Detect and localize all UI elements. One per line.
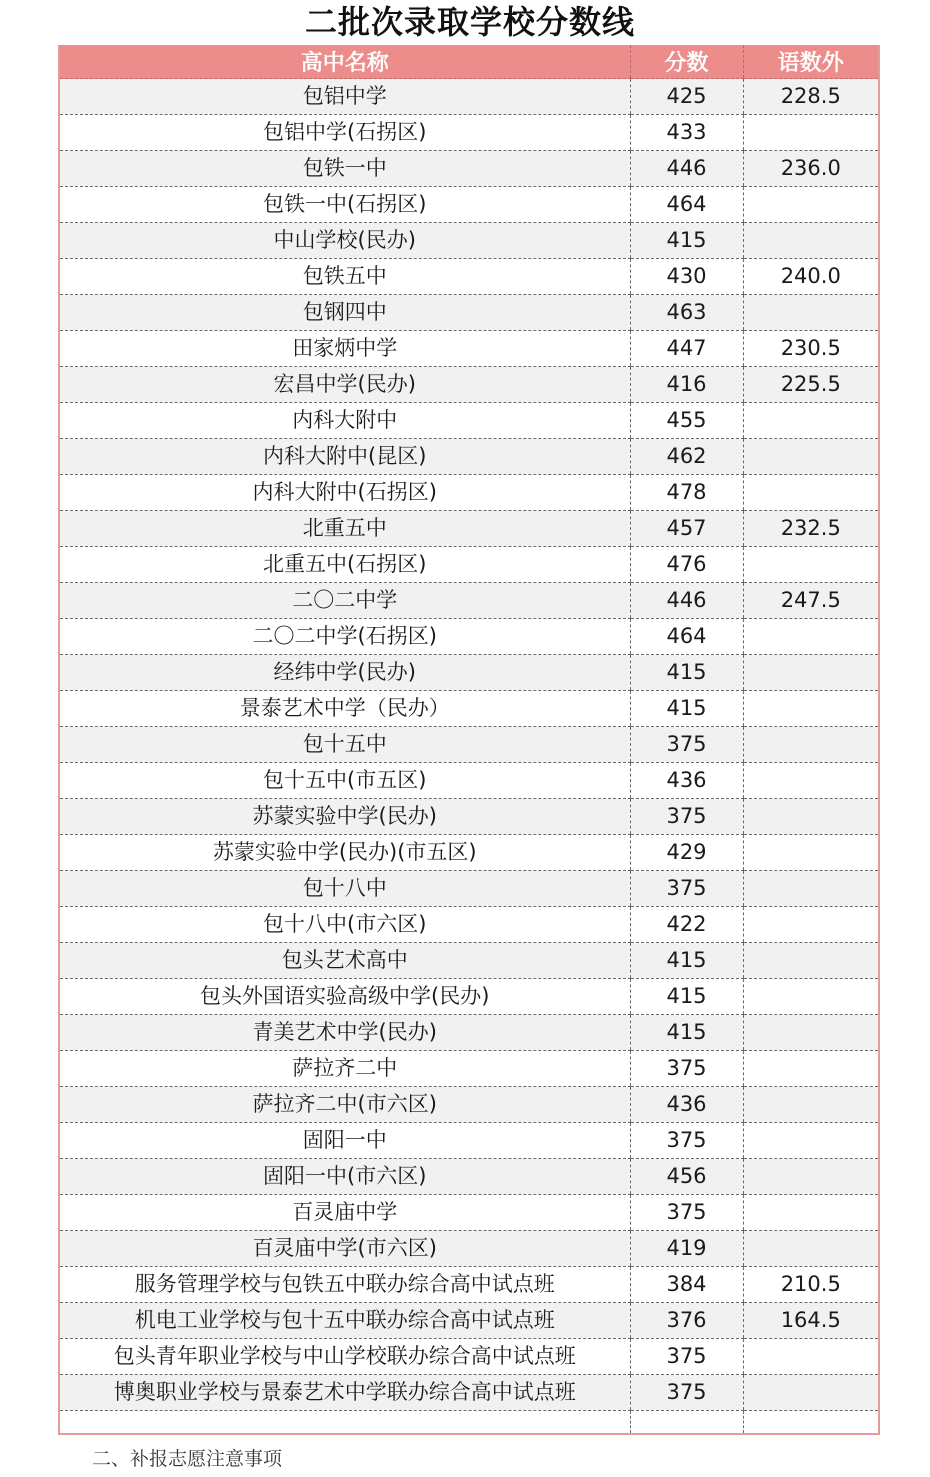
score-cell: 446 [630, 583, 743, 619]
score-cell: 375 [630, 1051, 743, 1087]
score-cell: 375 [630, 1195, 743, 1231]
chn-math-eng-cell [743, 1123, 878, 1159]
score-cell: 415 [630, 691, 743, 727]
table-row [60, 187, 878, 223]
table-row [60, 1015, 878, 1051]
school-name-cell: 包十五中(市五区) [60, 763, 630, 799]
table-row [60, 511, 878, 547]
school-name-cell: 包十八中 [60, 871, 630, 907]
table-row [60, 115, 878, 151]
chn-math-eng-cell [743, 1087, 878, 1123]
table-row [60, 1303, 878, 1339]
table-row [60, 907, 878, 943]
score-cell: 433 [630, 115, 743, 151]
table-row [60, 403, 878, 439]
table-row [60, 835, 878, 871]
chn-math-eng-cell [743, 1051, 878, 1087]
chn-math-eng-cell: 240.0 [743, 259, 878, 295]
school-name-cell: 百灵庙中学(市六区) [60, 1231, 630, 1267]
chn-math-eng-cell [743, 223, 878, 259]
table-row [60, 1231, 878, 1267]
chn-math-eng-cell [743, 907, 878, 943]
score-cell: 375 [630, 871, 743, 907]
chn-math-eng-cell [743, 691, 878, 727]
table-row [60, 1267, 878, 1303]
chn-math-eng-cell [743, 403, 878, 439]
chn-math-eng-cell [743, 1195, 878, 1231]
page-title: 二批次录取学校分数线 [304, 3, 635, 41]
school-name-cell: 内科大附中 [60, 403, 630, 439]
chn-math-eng-cell [743, 1375, 878, 1411]
table-row [60, 1087, 878, 1123]
table-row [60, 619, 878, 655]
chn-math-eng-cell [743, 727, 878, 763]
school-name-cell: 包十八中(市六区) [60, 907, 630, 943]
table-row [60, 547, 878, 583]
table-header [60, 45, 878, 79]
school-name-cell: 包十五中 [60, 727, 630, 763]
empty-cell [630, 1411, 743, 1435]
score-cell: 375 [630, 1123, 743, 1159]
score-cell: 415 [630, 1015, 743, 1051]
school-name-cell: 北重五中(石拐区) [60, 547, 630, 583]
chn-math-eng-cell [743, 619, 878, 655]
table-row [60, 367, 878, 403]
score-cell: 436 [630, 763, 743, 799]
table-body [60, 79, 878, 1435]
school-name-cell: 固阳一中 [60, 1123, 630, 1159]
table-row [60, 475, 878, 511]
score-cell: 375 [630, 1339, 743, 1375]
table-row [60, 331, 878, 367]
chn-math-eng-cell [743, 655, 878, 691]
chn-math-eng-cell [743, 1231, 878, 1267]
score-cell: 457 [630, 511, 743, 547]
school-name-cell: 包铝中学 [60, 79, 630, 115]
chn-math-eng-cell: 210.5 [743, 1267, 878, 1303]
chn-math-eng-cell [743, 547, 878, 583]
chn-math-eng-cell: 232.5 [743, 511, 878, 547]
school-name-cell: 服务管理学校与包铁五中联办综合高中试点班 [60, 1267, 630, 1303]
table-row [60, 1195, 878, 1231]
table-row [60, 223, 878, 259]
score-cell: 425 [630, 79, 743, 115]
school-name-cell: 包钢四中 [60, 295, 630, 331]
school-name-cell: 博奥职业学校与景泰艺术中学联办综合高中试点班 [60, 1375, 630, 1411]
table-row [60, 943, 878, 979]
chn-math-eng-cell: 164.5 [743, 1303, 878, 1339]
chn-math-eng-cell [743, 799, 878, 835]
score-cell: 415 [630, 223, 743, 259]
table-row [60, 727, 878, 763]
score-cell: 464 [630, 187, 743, 223]
school-name-cell: 固阳一中(市六区) [60, 1159, 630, 1195]
table-row [60, 583, 878, 619]
school-name-cell: 二〇二中学(石拐区) [60, 619, 630, 655]
score-cell: 436 [630, 1087, 743, 1123]
chn-math-eng-cell [743, 871, 878, 907]
empty-cell [743, 1411, 878, 1435]
school-name-cell: 经纬中学(民办) [60, 655, 630, 691]
table-row [60, 151, 878, 187]
table-row [60, 295, 878, 331]
section-note: 二、补报志愿注意事项 [92, 1448, 283, 1470]
score-cell: 463 [630, 295, 743, 331]
header-chn-math-eng: 语数外 [743, 45, 878, 79]
score-cell: 375 [630, 1375, 743, 1411]
empty-cell [60, 1411, 630, 1435]
school-name-cell: 二〇二中学 [60, 583, 630, 619]
chn-math-eng-cell: 230.5 [743, 331, 878, 367]
chn-math-eng-cell: 225.5 [743, 367, 878, 403]
score-cell: 429 [630, 835, 743, 871]
chn-math-eng-cell [743, 295, 878, 331]
chn-math-eng-cell [743, 979, 878, 1015]
table-row [60, 763, 878, 799]
school-name-cell: 田家炳中学 [60, 331, 630, 367]
school-name-cell: 包头青年职业学校与中山学校联办综合高中试点班 [60, 1339, 630, 1375]
score-cell: 464 [630, 619, 743, 655]
school-name-cell: 萨拉齐二中(市六区) [60, 1087, 630, 1123]
school-name-cell: 宏昌中学(民办) [60, 367, 630, 403]
score-cell: 462 [630, 439, 743, 475]
score-cell: 447 [630, 331, 743, 367]
school-name-cell: 包头外国语实验高级中学(民办) [60, 979, 630, 1015]
score-cell: 422 [630, 907, 743, 943]
table-row [60, 691, 878, 727]
score-cell: 455 [630, 403, 743, 439]
chn-math-eng-cell [743, 763, 878, 799]
table-row [60, 871, 878, 907]
chn-math-eng-cell: 228.5 [743, 79, 878, 115]
school-name-cell: 中山学校(民办) [60, 223, 630, 259]
score-cell: 415 [630, 943, 743, 979]
score-cell: 430 [630, 259, 743, 295]
school-name-cell: 北重五中 [60, 511, 630, 547]
school-name-cell: 内科大附中(石拐区) [60, 475, 630, 511]
school-name-cell: 萨拉齐二中 [60, 1051, 630, 1087]
chn-math-eng-cell: 247.5 [743, 583, 878, 619]
chn-math-eng-cell: 236.0 [743, 151, 878, 187]
school-name-cell: 苏蒙实验中学(民办)(市五区) [60, 835, 630, 871]
school-name-cell: 包铁一中(石拐区) [60, 187, 630, 223]
school-name-cell: 包铁一中 [60, 151, 630, 187]
table-row [60, 1051, 878, 1087]
school-name-cell: 内科大附中(昆区) [60, 439, 630, 475]
chn-math-eng-cell [743, 115, 878, 151]
chn-math-eng-cell [743, 187, 878, 223]
school-name-cell: 苏蒙实验中学(民办) [60, 799, 630, 835]
score-cell: 384 [630, 1267, 743, 1303]
school-name-cell: 包铁五中 [60, 259, 630, 295]
table-row [60, 1159, 878, 1195]
table-row [60, 439, 878, 475]
table-row [60, 799, 878, 835]
table-row [60, 259, 878, 295]
table-row-empty [60, 1411, 878, 1435]
score-cell: 419 [630, 1231, 743, 1267]
school-name-cell: 包铝中学(石拐区) [60, 115, 630, 151]
score-cell: 416 [630, 367, 743, 403]
chn-math-eng-cell [743, 439, 878, 475]
chn-math-eng-cell [743, 943, 878, 979]
school-name-cell: 机电工业学校与包十五中联办综合高中试点班 [60, 1303, 630, 1339]
chn-math-eng-cell [743, 835, 878, 871]
table-row [60, 1123, 878, 1159]
table-row [60, 1375, 878, 1411]
header-score: 分数 [630, 45, 743, 79]
score-cell: 376 [630, 1303, 743, 1339]
score-cell: 415 [630, 655, 743, 691]
chn-math-eng-cell [743, 1159, 878, 1195]
school-name-cell: 包头艺术高中 [60, 943, 630, 979]
table-row [60, 79, 878, 115]
table-row [60, 1339, 878, 1375]
chn-math-eng-cell [743, 1339, 878, 1375]
header-school-name: 高中名称 [60, 45, 630, 79]
chn-math-eng-cell [743, 1015, 878, 1051]
score-cell: 415 [630, 979, 743, 1015]
table-row [60, 979, 878, 1015]
score-cell: 375 [630, 799, 743, 835]
school-name-cell: 青美艺术中学(民办) [60, 1015, 630, 1051]
school-name-cell: 景泰艺术中学（民办） [60, 691, 630, 727]
score-cell: 478 [630, 475, 743, 511]
score-cell: 456 [630, 1159, 743, 1195]
score-table [58, 45, 880, 1435]
table-row [60, 655, 878, 691]
school-name-cell: 百灵庙中学 [60, 1195, 630, 1231]
score-cell: 446 [630, 151, 743, 187]
chn-math-eng-cell [743, 475, 878, 511]
score-cell: 375 [630, 727, 743, 763]
score-cell: 476 [630, 547, 743, 583]
